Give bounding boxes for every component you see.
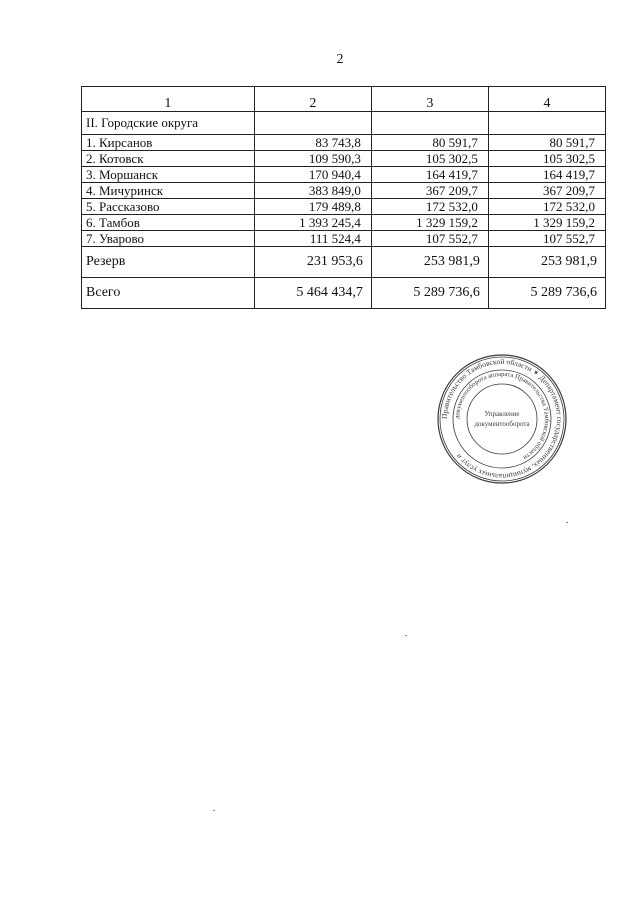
empty-cell: [254, 112, 371, 135]
total-col2: 5 464 434,7: [254, 278, 371, 309]
district-name: 1. Кирсанов: [82, 135, 255, 151]
district-name: 3. Моршанск: [82, 167, 255, 183]
reserve-col2: 231 953,6: [254, 247, 371, 278]
value-col4: 1 329 159,2: [488, 215, 605, 231]
stamp-center-line2: документооборота: [474, 420, 530, 428]
district-name: 5. Рассказово: [82, 199, 255, 215]
column-header-4: 4: [488, 87, 605, 112]
total-col4: 5 289 736,6: [488, 278, 605, 309]
value-col4: 172 532,0: [488, 199, 605, 215]
stamp-center-line1: Управление: [484, 410, 520, 418]
table-row: [82, 231, 606, 247]
value-col2: 170 940,4: [254, 167, 371, 183]
value-col2: 383 849,0: [254, 183, 371, 199]
table-row: [82, 199, 606, 215]
stamp-middle-ring: [453, 370, 551, 468]
value-col3: 164 419,7: [371, 167, 488, 183]
section-title: II. Городские округа: [82, 112, 255, 135]
value-col3: 172 532,0: [371, 199, 488, 215]
table-row: [82, 167, 606, 183]
value-col4: 164 419,7: [488, 167, 605, 183]
value-col4: 105 302,5: [488, 151, 605, 167]
value-col4: 107 552,7: [488, 231, 605, 247]
empty-cell: [371, 112, 488, 135]
stamp-outer-text: Правительство Тамбовской области ✶ Департамент государственных, муниципальных услуг и: [439, 356, 565, 482]
value-col2: 109 590,3: [254, 151, 371, 167]
value-col3: 107 552,7: [371, 231, 488, 247]
value-col3: 367 209,7: [371, 183, 488, 199]
official-stamp: [435, 352, 569, 486]
total-col3: 5 289 736,6: [371, 278, 488, 309]
reserve-col3: 253 981,9: [371, 247, 488, 278]
stamp-inner-text: документооборота аппарата Правительства Тамбовской области: [453, 370, 551, 461]
reserve-row: [82, 247, 606, 278]
value-col2: 1 393 245,4: [254, 215, 371, 231]
reserve-col4: 253 981,9: [488, 247, 605, 278]
district-name: 6. Тамбов: [82, 215, 255, 231]
table-row: [82, 215, 606, 231]
value-col2: 111 524,4: [254, 231, 371, 247]
scan-speck: [566, 522, 568, 523]
section-row: [82, 112, 606, 135]
page-number: 2: [336, 52, 344, 67]
empty-cell: [488, 112, 605, 135]
stamp-inner-ring: [467, 384, 537, 454]
value-col3: 80 591,7: [371, 135, 488, 151]
district-name: 2. Котовск: [82, 151, 255, 167]
scan-speck: [405, 635, 407, 636]
total-row: [82, 278, 606, 309]
value-col3: 1 329 159,2: [371, 215, 488, 231]
table-header-row: [82, 87, 606, 112]
district-name: 7. Уварово: [82, 231, 255, 247]
value-col2: 83 743,8: [254, 135, 371, 151]
value-col4: 367 209,7: [488, 183, 605, 199]
scan-speck: [213, 810, 215, 811]
reserve-label: Резерв: [82, 247, 255, 278]
column-header-1: 1: [82, 87, 255, 112]
total-label: Всего: [82, 278, 255, 309]
stamp-seal-icon: [435, 352, 569, 486]
table-row: [82, 135, 606, 151]
value-col4: 80 591,7: [488, 135, 605, 151]
value-col3: 105 302,5: [371, 151, 488, 167]
district-name: 4. Мичуринск: [82, 183, 255, 199]
budget-table: [81, 86, 606, 309]
table-row: [82, 183, 606, 199]
column-header-3: 3: [371, 87, 488, 112]
value-col2: 179 489,8: [254, 199, 371, 215]
column-header-2: 2: [254, 87, 371, 112]
table-row: [82, 151, 606, 167]
